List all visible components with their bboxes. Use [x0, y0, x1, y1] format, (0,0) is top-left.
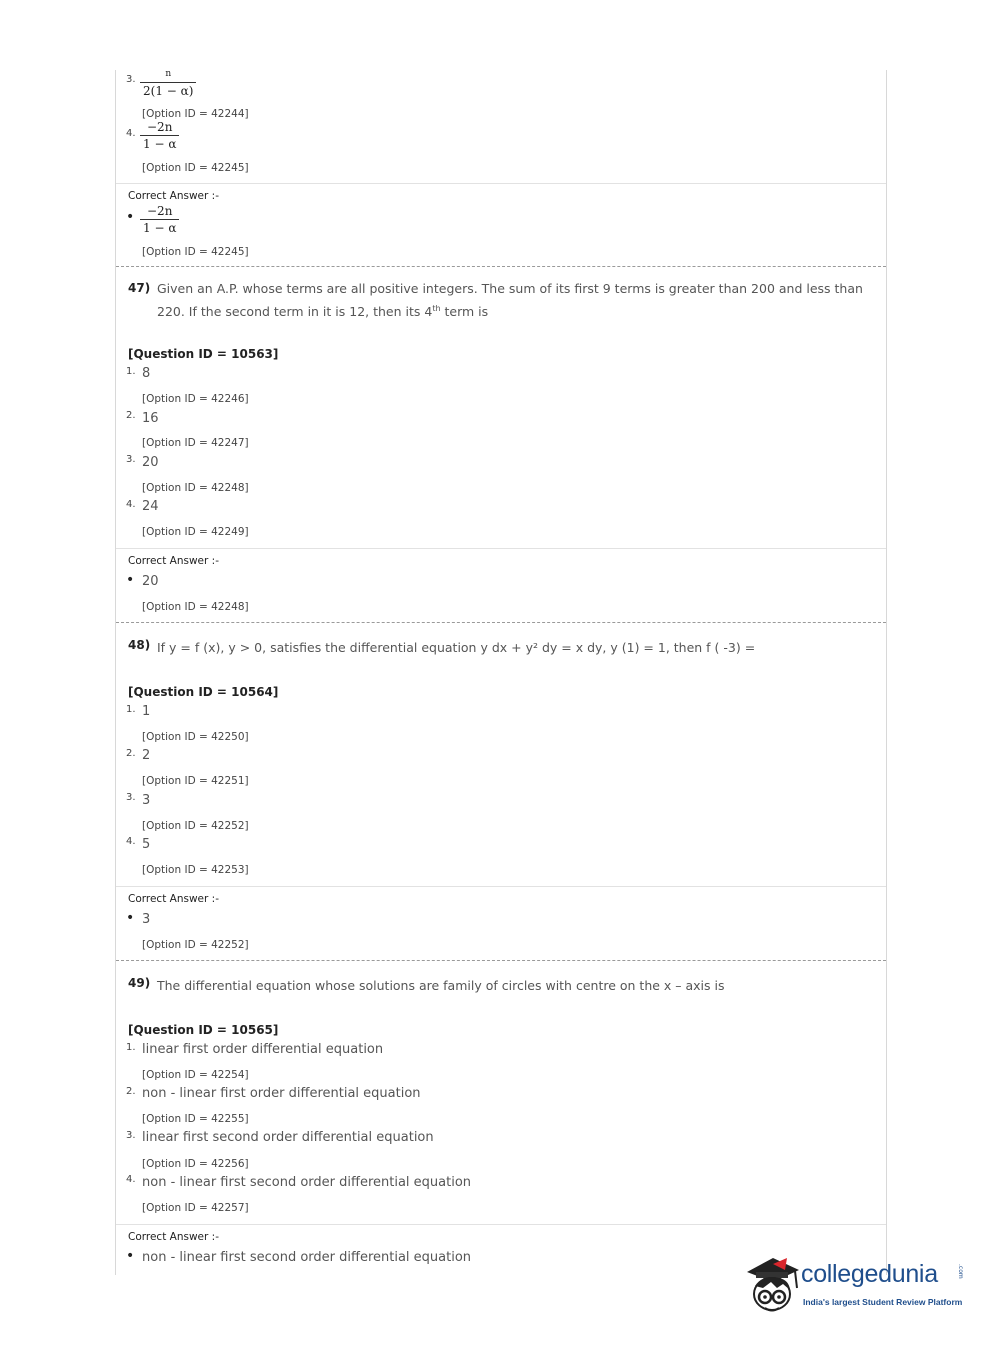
option-text: linear first second order differential equation: [142, 1130, 434, 1145]
question-number: 48): [128, 638, 151, 652]
option-id: [Option ID = 42251]: [142, 775, 249, 787]
option-number: 1.: [126, 366, 136, 377]
correct-answer-label: Correct Answer :-: [128, 190, 219, 202]
option-number: 3.: [126, 1130, 136, 1141]
question-text-line: term is: [440, 304, 489, 320]
option-text: non - linear first order differential equation: [142, 1086, 421, 1101]
option-id: [Option ID = 42252]: [142, 939, 249, 951]
option-text: 5: [142, 837, 151, 852]
divider: [116, 886, 886, 887]
option-id: [Option ID = 42256]: [142, 1158, 249, 1170]
question-text: If y = f (x), y > 0, satisfies the differential equation y dx + y² dy = x dy, y (1) = 1, then f ( -3) =: [157, 640, 756, 655]
logo-wordmark: collegedunia: [801, 1260, 938, 1288]
bullet-icon: •: [126, 572, 135, 588]
option-id: [Option ID = 42245]: [142, 246, 249, 258]
correct-answer-label: Correct Answer :-: [128, 1231, 219, 1243]
bullet-icon: •: [126, 209, 135, 225]
option-text: 24: [142, 499, 159, 514]
option-text: linear first order differential equation: [142, 1042, 384, 1057]
option-number: 4.: [126, 128, 136, 139]
question-text-line: 220. If the second term in it is 12, then its 4: [157, 304, 433, 320]
question-text-line: Given an A.P. whose terms are all positive integers. The sum of its first 9 terms is greater than 200 and less than: [157, 281, 863, 296]
correct-answer-fraction: [140, 204, 179, 236]
divider: [116, 183, 886, 184]
question-text: The differential equation whose solutions are family of circles with centre on the x – axis is: [157, 978, 725, 993]
option-number: 3.: [126, 74, 136, 85]
option-id: [Option ID = 42250]: [142, 731, 249, 743]
option-id: [Option ID = 42244]: [142, 108, 249, 120]
option-number: 4.: [126, 836, 136, 847]
fraction-numerator: −2n: [147, 204, 173, 218]
correct-answer-label: Correct Answer :-: [128, 893, 219, 905]
option-id: [Option ID = 42254]: [142, 1069, 249, 1081]
option-id: [Option ID = 42253]: [142, 864, 249, 876]
option-text: 1: [142, 704, 151, 719]
bullet-icon: •: [126, 1248, 135, 1264]
question-paper-page: [115, 70, 887, 1275]
logo-tagline: India's largest Student Review Platform: [803, 1297, 963, 1307]
option-number: 3.: [126, 792, 136, 803]
option-text: non - linear first second order differential equation: [142, 1175, 472, 1190]
option-fraction: [140, 120, 179, 152]
option-id: [Option ID = 42247]: [142, 437, 249, 449]
fraction-numerator: n: [165, 69, 172, 79]
option-id: [Option ID = 42252]: [142, 820, 249, 832]
question-number: 49): [128, 976, 151, 990]
fraction-denominator: 1 − α: [143, 221, 177, 235]
option-text: 16: [142, 411, 159, 426]
option-id: [Option ID = 42257]: [142, 1202, 249, 1214]
divider: [116, 1224, 886, 1225]
option-fraction: [140, 67, 196, 99]
option-id: [Option ID = 42255]: [142, 1113, 249, 1125]
fraction-denominator: 1 − α: [143, 137, 177, 151]
question-id: [Question ID = 10564]: [128, 685, 279, 699]
question-number: 47): [128, 281, 151, 295]
option-number: 1.: [126, 704, 136, 715]
correct-answer-text: 3: [142, 912, 151, 927]
fraction-denominator: 2(1 − α): [143, 84, 194, 98]
option-text: 8: [142, 366, 151, 381]
logo-suffix: .com: [957, 1264, 964, 1279]
fraction-numerator: −2n: [147, 120, 173, 134]
question-id: [Question ID = 10565]: [128, 1023, 279, 1037]
option-id: [Option ID = 42246]: [142, 393, 249, 405]
question-separator: [116, 266, 886, 267]
question-separator: [116, 622, 886, 623]
mascot-icon: [743, 1250, 801, 1320]
correct-answer-text: 20: [142, 574, 159, 589]
option-number: 2.: [126, 1086, 136, 1097]
option-id: [Option ID = 42245]: [142, 162, 249, 174]
superscript: th: [432, 304, 441, 313]
option-number: 1.: [126, 1042, 136, 1053]
option-number: 4.: [126, 499, 136, 510]
question-id: [Question ID = 10563]: [128, 347, 279, 361]
question-separator: [116, 960, 886, 961]
option-text: 2: [142, 748, 151, 763]
option-id: [Option ID = 42249]: [142, 526, 249, 538]
option-number: 3.: [126, 454, 136, 465]
option-text: 20: [142, 455, 159, 470]
option-id: [Option ID = 42248]: [142, 482, 249, 494]
correct-answer-label: Correct Answer :-: [128, 555, 219, 567]
divider: [116, 548, 886, 549]
correct-answer-text: non - linear first second order differential equation: [142, 1250, 472, 1265]
option-id: [Option ID = 42248]: [142, 601, 249, 613]
option-number: 2.: [126, 410, 136, 421]
option-text: 3: [142, 793, 151, 808]
option-number: 4.: [126, 1174, 136, 1185]
option-number: 2.: [126, 748, 136, 759]
collegedunia-logo: [743, 1250, 968, 1320]
bullet-icon: •: [126, 910, 135, 926]
question-text: [157, 279, 877, 322]
